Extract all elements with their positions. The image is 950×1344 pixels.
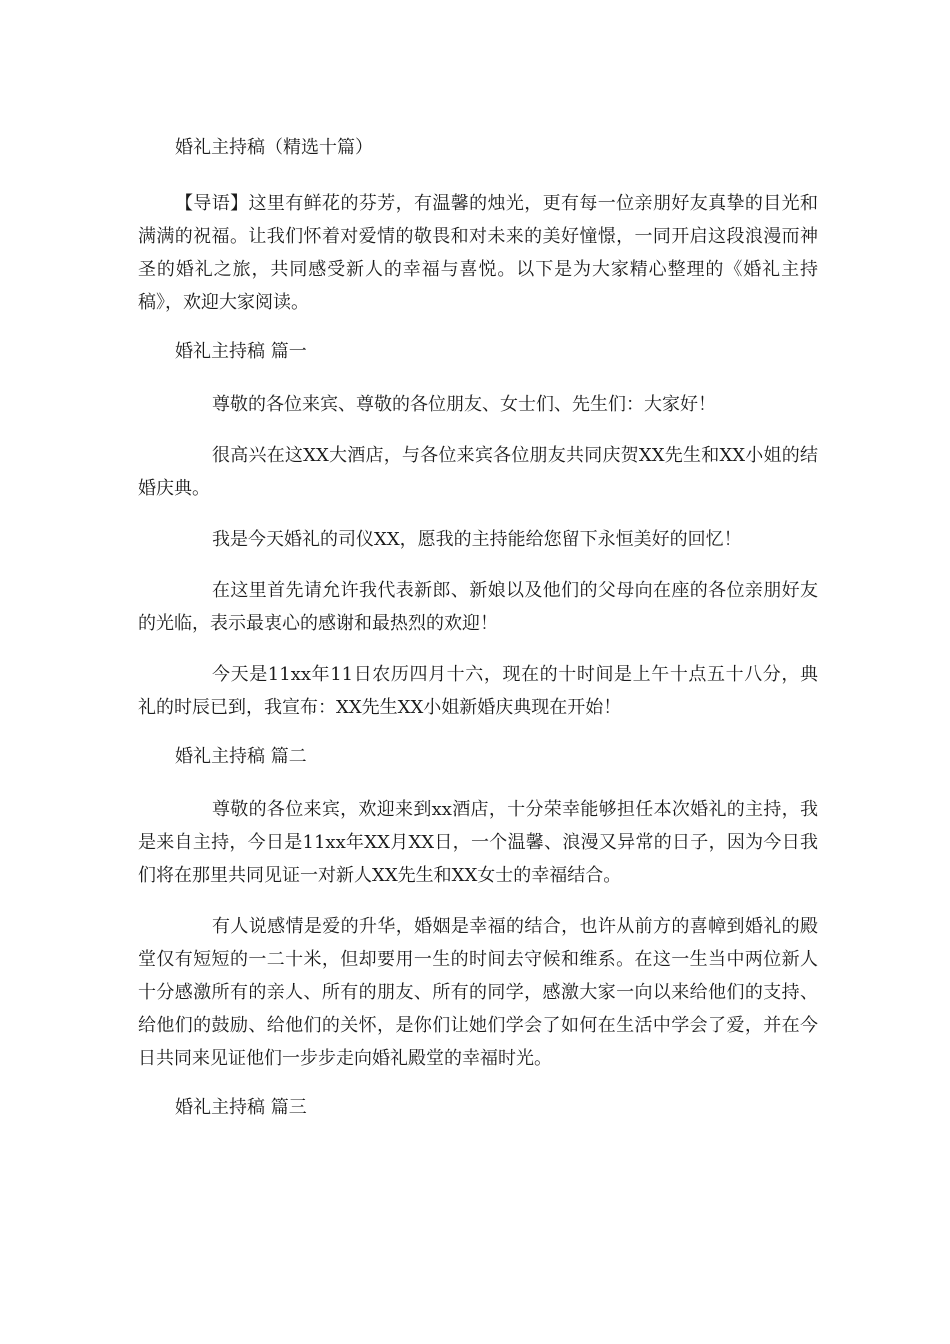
document-body bbox=[138, 133, 818, 1144]
paragraph: 我是今天婚礼的司仪XX，愿我的主持能给您留下永恒美好的回忆！ bbox=[212, 529, 742, 550]
section-heading: 婚礼主持稿 篇二 bbox=[175, 746, 307, 767]
paragraph: 很高兴在这XX大酒店，与各位来宾各位朋友共同庆贺XX先生和XX小姐的结婚庆典。 bbox=[138, 445, 818, 499]
section-3 bbox=[138, 1093, 818, 1123]
section-2 bbox=[138, 742, 818, 1075]
paragraph: 有人说感情是爱的升华，婚姻是幸福的结合，也许从前方的喜幛到婚礼的殿堂仅有短短的一二十米，但却要用一生的时间去守候和维系。在这一生当中两位新人十分感激所有的亲人、所有的朋友、所有的同学，感激大家一向以来给他们的支持、给他们的鼓励、给他们的关怀，是你们让她们学会了如何在生活中学会了爱，并在今日共同来见证他们一步步走向婚礼殿堂的幸福时光。 bbox=[138, 916, 818, 1069]
paragraph: 今天是11xx年11日农历四月十六，现在的十时间是上午十点五十八分，典礼的时辰已到，我宣布：XX先生XX小姐新婚庆典现在开始！ bbox=[138, 664, 818, 718]
lead-paragraph: 【导语】这里有鲜花的芬芳，有温馨的烛光，更有每一位亲朋好友真挚的目光和满满的祝福。让我们怀着对爱情的敬畏和对未来的美好憧憬，一同开启这段浪漫而神圣的婚礼之旅，共同感受新人的幸福与喜悦。以下是为大家精心整理的《婚礼主持稿》，欢迎大家阅读。 bbox=[138, 193, 818, 313]
section-heading: 婚礼主持稿 篇三 bbox=[175, 1097, 307, 1118]
paragraph: 在这里首先请允许我代表新郎、新娘以及他们的父母向在座的各位亲朋好友的光临，表示最衷心的感谢和最热烈的欢迎！ bbox=[138, 580, 818, 634]
paragraph: 尊敬的各位来宾、尊敬的各位朋友、女士们、先生们：大家好！ bbox=[212, 394, 716, 415]
document-title: 婚礼主持稿（精选十篇） bbox=[175, 137, 373, 158]
paragraph: 尊敬的各位来宾，欢迎来到xx酒店，十分荣幸能够担任本次婚礼的主持，我是来自主持，今日是11xx年XX月XX日，一个温馨、浪漫又异常的日子，因为今日我们将在那里共同见证一对新人XX先生和XX女士的幸福结合。 bbox=[138, 799, 818, 886]
section-1 bbox=[138, 337, 818, 724]
section-heading: 婚礼主持稿 篇一 bbox=[175, 341, 307, 362]
